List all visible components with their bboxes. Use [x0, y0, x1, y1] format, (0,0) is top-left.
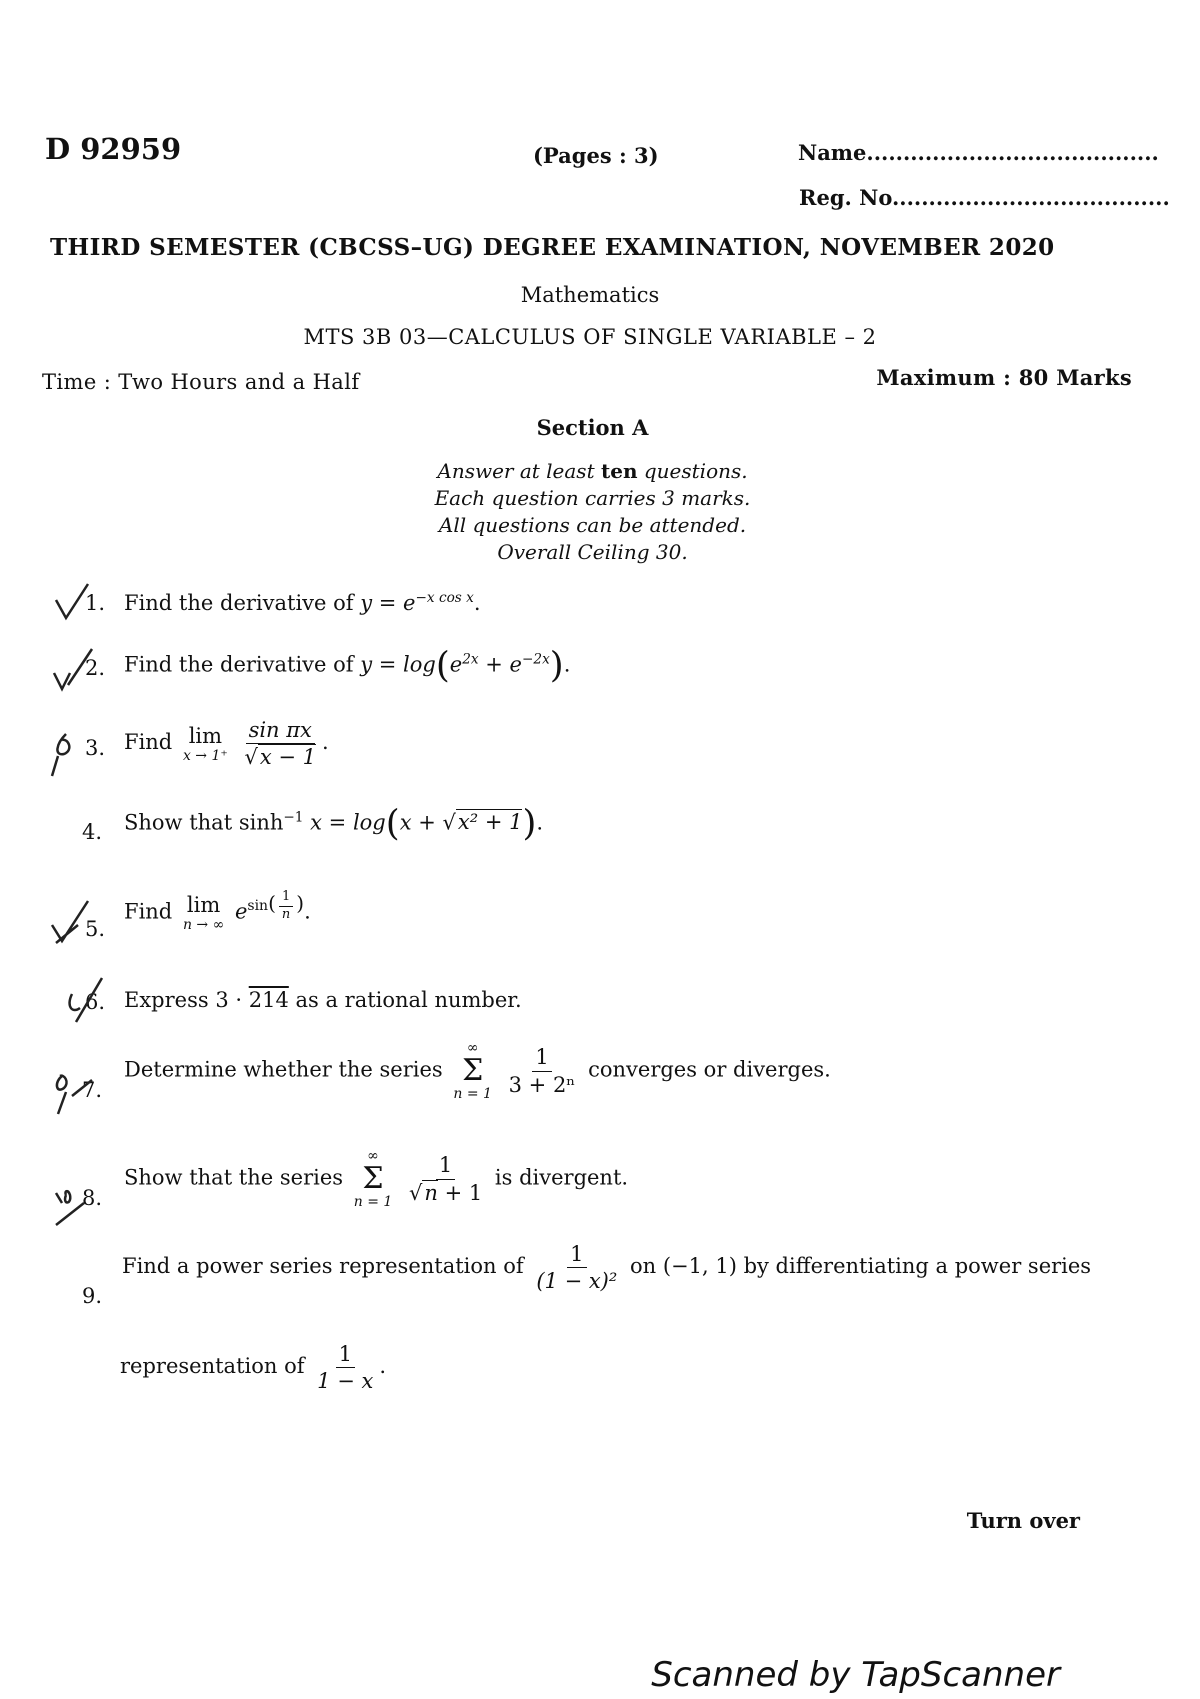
question-number: 8.	[82, 1186, 103, 1210]
question-number: 7.	[82, 1078, 103, 1102]
pen-tick-mark	[62, 972, 112, 1032]
turn-over-note: Turn over	[966, 1508, 1080, 1533]
pen-tick-mark	[48, 1175, 108, 1235]
document-code: D 92959	[45, 132, 182, 166]
instruction-line-4: Overall Ceiling 30.	[497, 540, 688, 564]
question-number: 1.	[85, 591, 106, 615]
exam-duration: Time : Two Hours and a Half	[42, 370, 360, 394]
name-field: Name........................................	[798, 140, 1159, 165]
pen-tick-mark	[48, 1062, 108, 1122]
question-number: 4.	[82, 820, 103, 844]
pen-tick-mark	[48, 580, 108, 630]
instruction-line-1: Answer at least ten questions.	[437, 459, 748, 483]
reg-no-field: Reg. No......................................	[799, 185, 1170, 210]
pen-tick-mark	[48, 895, 108, 955]
question-number: 2.	[85, 656, 106, 680]
exam-title: THIRD SEMESTER (CBCSS–UG) DEGREE EXAMINATION, NOVEMBER 2020	[50, 234, 1055, 261]
question-9: Find a power series representation of $\frac{1}{\text{(1 − x)²}}$ on (−1, 1) by differentiating a power series	[122, 1242, 1092, 1294]
scanner-watermark: Scanned by TapScanner	[651, 1655, 1060, 1695]
question-3: Find lim x → 1⁺ $\frac{\text{sin πx}}{√x - 1}$ .	[124, 718, 329, 770]
section-title: Section A	[536, 415, 649, 440]
question-number: 9.	[82, 1284, 103, 1308]
pen-tick-mark	[48, 720, 108, 780]
page-count: (Pages : 3)	[533, 143, 659, 168]
instruction-line-3: All questions can be attended.	[438, 513, 747, 537]
pen-tick-mark	[48, 645, 108, 695]
question-5: Find lim n → ∞ $e^{sin( \frac{1}{n} )}$.	[124, 889, 311, 933]
question-4: Show that $\sinh^{-1} x = \log(x + √x^2 + 1)$.	[124, 803, 544, 844]
question-number: 3.	[85, 736, 106, 760]
paper-title: MTS 3B 03—CALCULUS OF SINGLE VARIABLE – 2	[303, 325, 877, 349]
maximum-marks: Maximum : 80 Marks	[876, 365, 1132, 390]
question-number: 5.	[85, 917, 106, 941]
question-1: Find the derivative of $y = e^{-x cos x}$.	[124, 590, 481, 615]
question-6: Express 3 · 214 as a rational number.	[124, 988, 522, 1012]
question-2: Find the derivative of $y = \log(e^{2x} + e^{-2x})$.	[124, 645, 571, 686]
instruction-line-2: Each question carries 3 marks.	[434, 486, 751, 510]
question-8: Show that the series ∞ Σ n = 1 $\frac{1}{√n + 1}$ is divergent.	[124, 1148, 629, 1210]
question-7: Determine whether the series ∞ Σ n = 1 $\frac{1}{\text{3 + 2ⁿ}}$ converges or diverges.	[124, 1040, 831, 1102]
question-9-continued: representation of $\frac{1}{1 - x}$ .	[120, 1342, 387, 1394]
question-number: 6.	[85, 990, 106, 1014]
subject-name: Mathematics	[520, 283, 660, 307]
